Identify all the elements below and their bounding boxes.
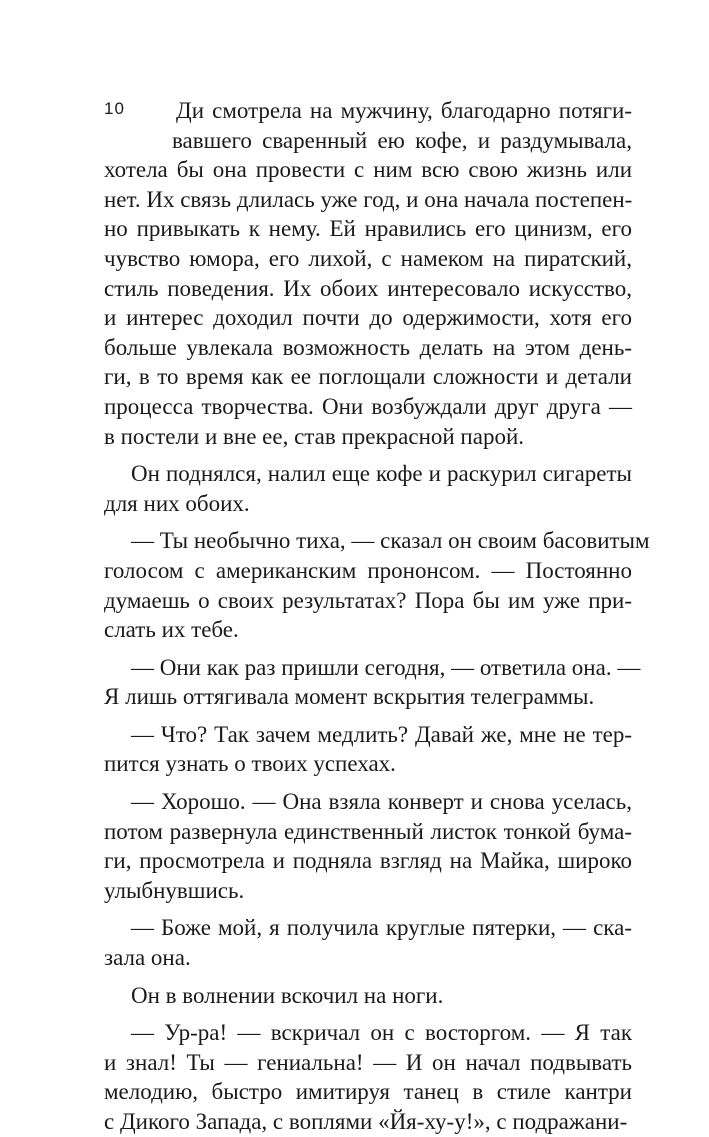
text-line: потом развернула единственный листок тонкой бума- — [104, 818, 632, 844]
paragraph-gap — [104, 451, 632, 459]
paragraph — [104, 720, 632, 779]
text-line: нет. Их связь длилась уже год, и она начала постепен- — [104, 186, 633, 212]
text-line: голосом с американским прононсом. — Постоянно — [104, 557, 632, 583]
text-line: улыбнувшись. — [104, 877, 245, 903]
paragraph — [104, 913, 632, 972]
text-line: вавшего сваренный ею кофе, и раздумывала, — [172, 127, 632, 153]
text-line: зала она. — [104, 945, 191, 971]
paragraph-gap — [104, 905, 632, 913]
paragraph-gap — [104, 973, 632, 981]
paragraph-gap — [104, 645, 632, 653]
text-line: ги, просмотрела и подняла взгляд на Майка, широко — [104, 848, 632, 874]
text-line: слать их тебе. — [104, 617, 239, 643]
text-line: Ди смотрела на мужчину, благодарно потяги- — [176, 98, 632, 123]
text-line: но привыкать к нему. Ей нравились его цинизм, его — [104, 216, 632, 242]
text-line: — Боже мой, я получила круглые пятерки, — ска- — [131, 915, 632, 941]
paragraph — [104, 96, 632, 451]
paragraph — [104, 459, 632, 518]
text-line: — Они как раз пришли сегодня, — ответила она. — — [131, 654, 641, 680]
text-line: — Ты необычно тиха, — сказал он своим басовитым — [131, 528, 650, 554]
paragraph-gap — [104, 779, 632, 787]
text-line: процесса творчества. Они возбуждали друг друга — — [104, 393, 632, 419]
paragraph — [104, 526, 650, 644]
text-line: Он в волнении вскочил на ноги. — [131, 982, 444, 1008]
text-line: — Ур-ра! — вскричал он с восторгом. — Я так — [131, 1020, 632, 1046]
text-line: — Что? Так зачем медлить? Давай же, мне не тер- — [131, 721, 632, 747]
text-line: и интерес доходил почти до одержимости, хотя его — [104, 305, 632, 331]
text-line: и знал! Ты — гениальна! — И он начал подвывать — [104, 1049, 632, 1075]
paragraph — [104, 981, 632, 1011]
text-line: в постели и вне ее, став прекрасной парой. — [104, 423, 525, 449]
text-line: — Хорошо. — Она взяла конверт и снова уселась, — [131, 789, 632, 815]
text-line: для них обоих. — [104, 490, 250, 516]
text-line: хотела бы она провести с ним всю свою жизнь или — [104, 157, 632, 183]
paragraph — [104, 653, 641, 712]
text-line: Я лишь оттягивала момент вскрытия телеграммы. — [104, 684, 595, 710]
page-number: 10 — [104, 99, 125, 118]
text-line: Он поднялся, налил еще кофе и раскурил сигареты — [131, 461, 632, 487]
text-line: с Дикого Запада, с воплями «Йя-ху-у!», с подражани- — [104, 1109, 628, 1134]
paragraph-gap — [104, 712, 632, 720]
text-line: думаешь о своих результатах? Пора бы им уже при- — [104, 587, 632, 613]
paragraph — [104, 1018, 632, 1136]
paragraph-gap — [104, 1010, 632, 1018]
text-line: ги, в то время как ее поглощали сложности и детали — [104, 364, 632, 390]
text-line: чувство юмора, его лихой, с намеком на пиратский, — [104, 245, 632, 271]
paragraph-gap — [104, 518, 632, 526]
body-text — [104, 96, 650, 1137]
paragraph — [104, 787, 632, 905]
text-line: больше увлекала возможность делать на этом день- — [104, 334, 632, 360]
text-line: стиль поведения. Их обоих интересовало искусство, — [104, 275, 632, 301]
text-line: мелодию, быстро имитируя танец в стиле кантри — [104, 1079, 632, 1105]
text-line: пится узнать о твоих успехах. — [104, 751, 396, 777]
